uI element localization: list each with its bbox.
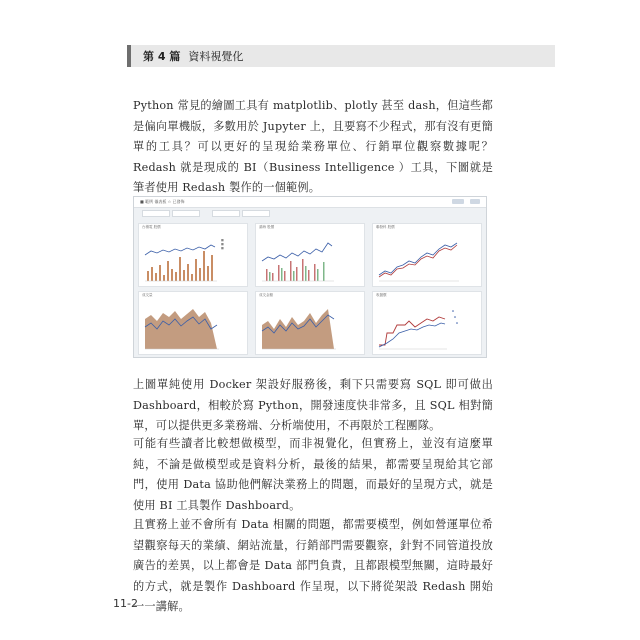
dashboard-screenshot [133,196,487,358]
chapter-header [127,45,555,67]
panel-title: 收盤價 [376,293,387,297]
dashboard-filters [134,208,486,218]
svg-text:■: ■ [221,246,224,250]
chart-1 [141,231,245,285]
panel-title: 台積電 股價 [142,225,161,229]
paragraph-intro: Python 常見的繪圖工具有 matplotlib、plotly 甚至 dash，但這些都是偏向單機版，多數用於 Jupyter 上，且要寫不少程式，那有沒有更簡單的工具？可以更好的呈現給業務單位、行銷單位觀察數據呢？ Redash 就是現成的 BI（Business Intelligence ）工具，下圖就是筆者使用 Redash 製作的一個範例。 [133,99,493,194]
dashboard-title: ■ 範例 儀表板 ☆ 已發佈 [140,199,185,204]
panel-title: 聯發科 股價 [376,225,395,229]
panel-title: 鴻海 股價 [259,225,275,229]
chart-panel-5 [255,291,365,355]
page-number: 11-2 [113,597,138,610]
svg-text:■: ■ [221,242,224,246]
dashboard-button [452,199,464,204]
chart-4 [141,299,245,353]
chart-panel-1 [138,223,248,287]
chart-panel-2 [255,223,365,287]
svg-text:■: ■ [221,238,224,242]
panel-title: 成交金額 [259,293,273,297]
chart-5 [258,299,362,353]
part-number: 第 4 篇 [143,50,181,63]
chart-2 [258,231,362,285]
chart-3 [375,231,479,285]
chart-panel-6 [372,291,482,355]
dashboard-menu-button [470,199,480,204]
panel-title: 成交量 [142,293,153,297]
dashboard-topbar [134,197,486,208]
chart-panel-3 [372,223,482,287]
chart-panel-4 [138,291,248,355]
paragraph-model: 可能有些讀者比較想做模型，而非視覺化，但實務上，並沒有這麼單純，不論是做模型或是資料分析，最後的結果，都需要呈現給其它部門，使用 Data 協助他們解決業務上的問題，而最好的呈現方式，就是使用 BI 工具製作 Dashboard。 [133,437,493,512]
chart-6 [375,299,479,353]
paragraph-dashboard: 且實務上並不會所有 Data 相關的問題，都需要模型，例如營運單位希望觀察每天的業績、網站流量，行銷部門需要觀察，針對不同管道投放廣告的差異，以上都會是 Data 部門負責，且都跟模型無關，這時最好的方式，就是製作 Dashboard 作呈現，以下將從架設 Redash 開始一一講解。 [133,518,493,613]
paragraph-docker: 上圖單純使用 Docker 架設好服務後，剩下只需要寫 SQL 即可做出 Dashboard，相較於寫 Python，開發速度快非常多，且 SQL 相對簡單，可以提供更多業務端、分析端使用，不再限於工程團隊。 [133,378,493,432]
part-title: 資料視覺化 [188,50,244,63]
